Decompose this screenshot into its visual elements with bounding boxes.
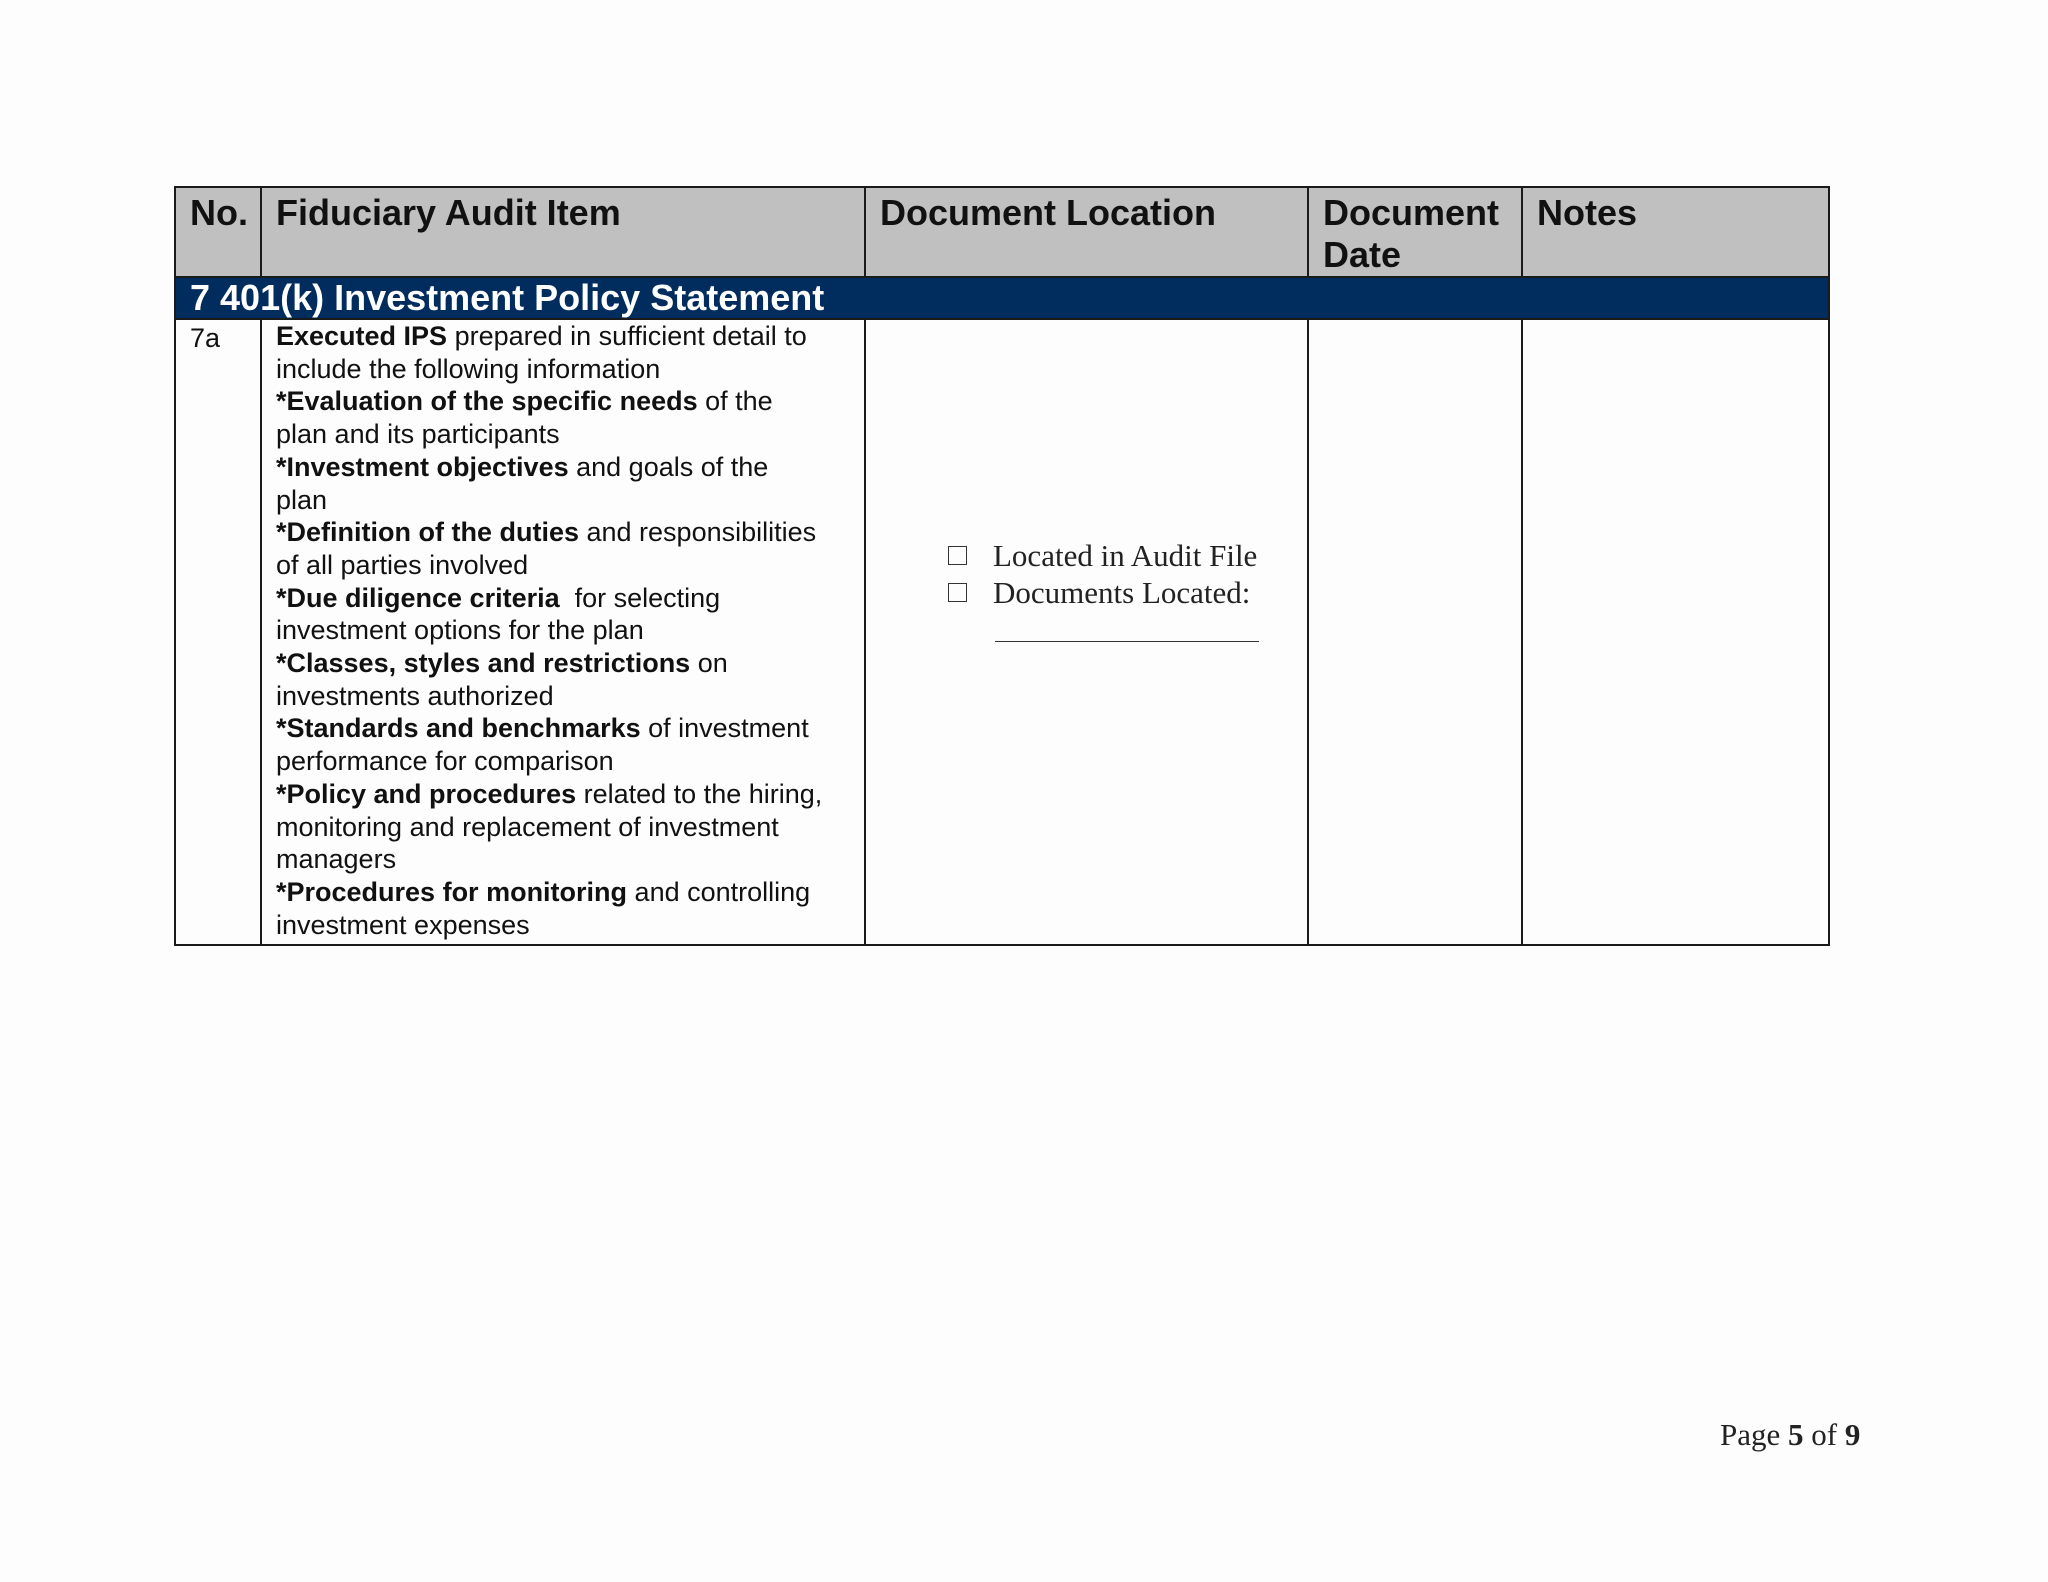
audit-item-description [276, 320, 854, 941]
location-option-label: Documents Located: [993, 574, 1251, 610]
audit-item-line [276, 712, 854, 745]
page-total: 9 [1844, 1417, 1861, 1452]
header-document-date-line2: Date [1323, 234, 1402, 275]
audit-item-line [276, 549, 854, 582]
location-option-audit-file[interactable] [948, 537, 1259, 574]
audit-item-line-text: for selecting [559, 582, 721, 613]
checkbox-documents-located[interactable] [948, 583, 967, 602]
checkbox-located-in-audit-file[interactable] [948, 546, 967, 565]
audit-item-line-bold: *Definition of the duties [276, 517, 579, 548]
audit-item-line-text: related to the hiring, [576, 778, 823, 809]
header-notes: Notes [1522, 187, 1829, 277]
audit-item-line [276, 811, 854, 844]
audit-item-line-text: and responsibilities [579, 517, 817, 548]
audit-item-line-text: and goals of the [568, 451, 769, 482]
audit-item-line-text: investment expenses [276, 909, 530, 940]
audit-item-line-text: performance for comparison [276, 746, 614, 777]
audit-item-line-text: prepared in sufficient detail to [447, 321, 807, 351]
notes-cell[interactable] [1522, 319, 1829, 945]
audit-item-line-text: of the [697, 386, 773, 417]
audit-item-line [276, 484, 854, 517]
audit-item-line-bold: *Due diligence criteria [276, 582, 560, 613]
fiduciary-audit-table [174, 186, 1830, 946]
audit-item-line-text: of all parties involved [276, 549, 529, 580]
section-row [175, 277, 1829, 319]
audit-item-line-text: managers [276, 844, 397, 875]
audit-item-line [276, 680, 854, 713]
audit-item-line-text: monitoring and replacement of investment [276, 811, 779, 842]
audit-item-cell [261, 319, 865, 945]
audit-item-line-bold: *Procedures for monitoring [276, 876, 628, 907]
section-title: 7 401(k) Investment Policy Statement [175, 277, 1829, 319]
audit-item-line [276, 353, 854, 386]
document-date-cell[interactable] [1308, 319, 1522, 945]
audit-item-line [276, 418, 854, 451]
header-document-location: Document Location [865, 187, 1308, 277]
header-document-date [1308, 187, 1522, 277]
page-of: of [1803, 1417, 1845, 1452]
audit-item-line [276, 745, 854, 778]
audit-item-line-bold: *Policy and procedures [276, 778, 577, 809]
audit-item-line-text: plan and its participants [276, 419, 560, 450]
table-header-row [175, 187, 1829, 277]
header-audit-item: Fiduciary Audit Item [261, 187, 865, 277]
audit-item-line-text: of investment [640, 713, 809, 744]
audit-item-line-bold: *Standards and benchmarks [276, 713, 641, 744]
documents-located-blank-line[interactable] [995, 641, 1259, 642]
audit-item-line [276, 909, 854, 942]
location-option-documents-located[interactable] [948, 574, 1259, 611]
audit-item-line [276, 385, 854, 418]
audit-item-line-text: plan [276, 484, 328, 515]
audit-item-line [276, 516, 854, 549]
location-options [948, 537, 1259, 642]
audit-item-line-text: include the following information [276, 353, 661, 384]
audit-item-line-text: investment options for the plan [276, 615, 644, 646]
audit-item-line [276, 647, 854, 680]
audit-item-line [276, 320, 854, 353]
audit-item-line [276, 582, 854, 615]
page-current: 5 [1788, 1417, 1804, 1452]
audit-item-line-text: investments authorized [276, 680, 554, 711]
audit-item-line-bold: Executed IPS [276, 321, 448, 351]
page-prefix: Page [1720, 1417, 1789, 1452]
header-no: No. [175, 187, 261, 277]
row-number: 7a [175, 319, 261, 945]
audit-item-line [276, 843, 854, 876]
audit-item-line-text: and controlling [627, 876, 811, 907]
table-row [175, 319, 1829, 945]
header-document-date-line1: Document [1323, 192, 1500, 233]
audit-item-line [276, 778, 854, 811]
audit-item-line-bold: *Investment objectives [276, 451, 569, 482]
audit-item-line-bold: *Evaluation of the specific needs [276, 386, 698, 417]
audit-item-line [276, 614, 854, 647]
location-option-label: Located in Audit File [993, 537, 1258, 573]
page-number [1720, 1417, 1860, 1453]
audit-item-line-text: on [690, 648, 728, 679]
document-location-cell [865, 319, 1308, 945]
audit-item-line [276, 451, 854, 484]
audit-item-line-bold: *Classes, styles and restrictions [276, 648, 691, 679]
audit-item-line [276, 876, 854, 909]
